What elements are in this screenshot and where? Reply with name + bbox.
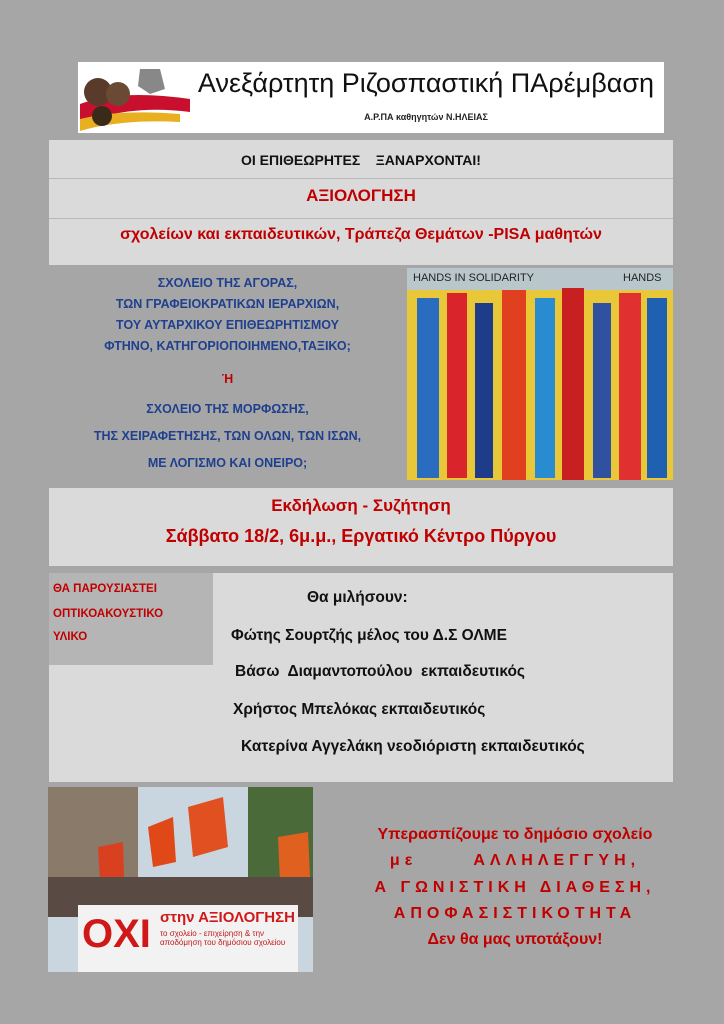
closing-line: Υπερασπίζουμε το δημόσιο σχολείο <box>377 826 653 843</box>
intro-box <box>49 140 673 265</box>
question-line: ΤΟΥ ΑΥΤΑΡΧΙΚΟΥ ΕΠΙΘΕΩΡΗΤΙΣΜΟΥ <box>116 318 339 332</box>
av-note-line: ΟΠΤΙΚΟΑΚΟΥΣΤΙΚΟ <box>53 608 164 620</box>
av-note-box <box>49 573 213 665</box>
question-line: ΣΧΟΛΕΙΟ ΤΗΣ ΜΟΡΦΩΣΗΣ, <box>146 402 309 416</box>
header-banner <box>78 62 664 133</box>
event-details: Σάββατο 18/2, 6μ.μ., Εργατικό Κέντρο Πύργου <box>165 526 557 546</box>
speakers-box <box>49 573 673 782</box>
event-title: Εκδήλωση - Συζήτηση <box>271 496 451 515</box>
intro-heading: ΑΞΙΟΛΟΓΗΣΗ <box>306 186 416 205</box>
painting-caption-2: HANDS <box>623 272 662 284</box>
org-title: Ανεξάρτητη Ριζοσπαστική ΠΑρέμβαση <box>197 68 655 98</box>
painting-caption: HANDS IN SOLIDARITY <box>413 272 535 284</box>
banner-oxi: ΟΧΙ <box>82 912 151 956</box>
speaker: Κατερίνα Αγγελάκη νεοδιόριστη εκπαιδευτικός <box>241 738 585 755</box>
question-line: ΣΧΟΛΕΙΟ ΤΗΣ ΑΓΟΡΑΣ, <box>157 276 298 290</box>
speakers-label: Θα μιλήσουν: <box>307 589 408 606</box>
protest-photo <box>48 787 313 972</box>
closing-line: με ΑΛΛΗΛΕΓΓΥΗ, <box>389 852 641 869</box>
question-or: Ή <box>221 372 234 386</box>
divider <box>49 218 673 219</box>
question-line: ΦΤΗΝΟ, ΚΑΤΗΓΟΡΙΟΠΟΙΗΜΕΝΟ,ΤΑΞΙΚΟ; <box>104 339 351 353</box>
speaker: Βάσω Διαμαντοπούλου εκπαιδευτικός <box>235 663 525 680</box>
intro-subheading: σχολείων και εκπαιδευτικών, Τράπεζα Θεμάτων -PISA μαθητών <box>120 226 602 243</box>
closing-line: ΑΠΟΦΑΣΙΣΤΙΚΟΤΗΤΑ <box>393 905 637 922</box>
question-line: ΤΗΣ ΧΕΙΡΑΦΕΤΗΣΗΣ, ΤΩΝ ΟΛΩΝ, ΤΩΝ ΙΣΩΝ, <box>93 429 362 443</box>
banner-bottom: το σχολείο - επιχείρηση & την αποδόμηση του δημόσιου σχολείου <box>160 929 286 947</box>
av-note-line: ΘΑ ΠΑΡΟΥΣΙΑΣΤΕΙ <box>53 583 157 595</box>
banner-top: στην ΑΞΙΟΛΟΓΗΣΗ <box>160 909 295 926</box>
question-line: ΜΕ ΛΟΓΙΣΜΟ ΚΑΙ ΟΝΕΙΡΟ; <box>147 456 308 470</box>
org-subtitle: Α.Ρ.ΠΑ καθηγητών Ν.ΗΛΕΙΑΣ <box>364 112 488 122</box>
divider <box>49 178 673 179</box>
speaker: Χρήστος Μπελόκας εκπαιδευτικός <box>233 701 486 718</box>
av-note-line: ΥΛΙΚΟ <box>53 631 88 643</box>
solidarity-painting <box>407 268 673 480</box>
intro-line: ΟΙ ΕΠΙΘΕΩΡΗΤΕΣ ΞΑΝΑΡΧΟΝΤΑΙ! <box>241 152 481 168</box>
closing-line: Α ΓΩΝΙΣΤΙΚΗ ΔΙΑΘΕΣΗ, <box>374 879 656 896</box>
closing-line: Δεν θα μας υποτάξουν! <box>427 931 603 948</box>
speaker: Φώτης Σουρτζής μέλος του Δ.Σ ΟΛΜΕ <box>231 627 507 644</box>
event-box <box>49 488 673 566</box>
logo-image <box>80 64 190 131</box>
question-line: ΤΩΝ ΓΡΑΦΕΙΟΚΡΑΤΙΚΩΝ ΙΕΡΑΡΧΙΩΝ, <box>115 297 340 311</box>
